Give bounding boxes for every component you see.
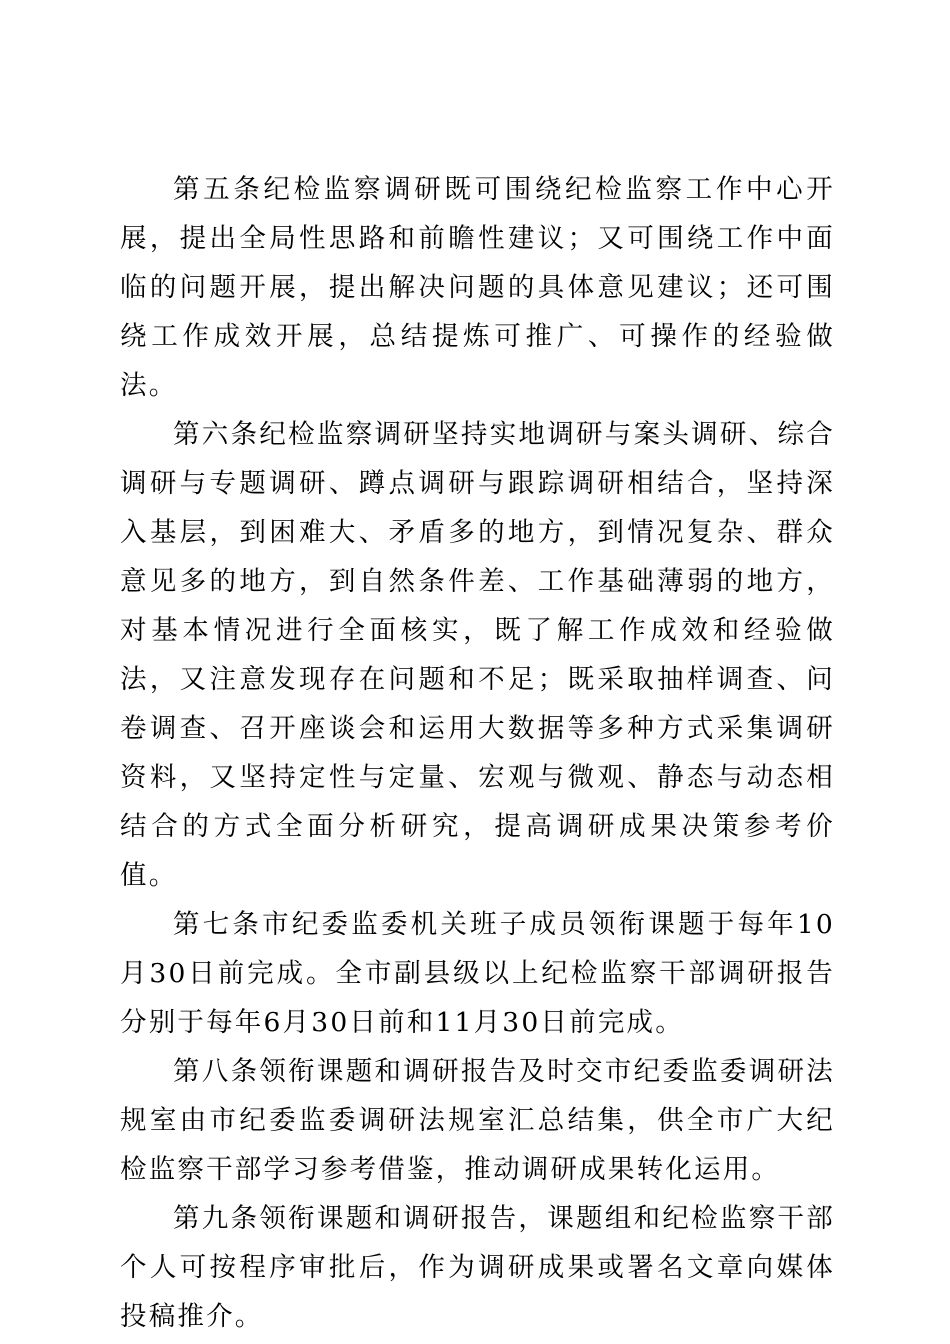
- article-5-paragraph: 第五条纪检监察调研既可围绕纪检监察工作中心开展，提出全局性思路和前瞻性建议；又可围绕工作中面临的问题开展，提出解决问题的具体意见建议；还可围绕工作成效开展，总结提炼可推广、可操作的经验做法。: [120, 174, 835, 401]
- article-8-paragraph: 第八条领衔课题和调研报告及时交市纪委监委调研法规室由市纪委监委调研法规室汇总结集，供全市广大纪检监察干部学习参考借鉴，推动调研成果转化运用。: [120, 1056, 835, 1185]
- article-9-paragraph: 第九条领衔课题和调研报告，课题组和纪检监察干部个人可按程序审批后，作为调研成果或署名文章向媒体投稿推介。: [120, 1203, 835, 1332]
- document-body: [120, 165, 835, 1341]
- article-6-paragraph: 第六条纪检监察调研坚持实地调研与案头调研、综合调研与专题调研、蹲点调研与跟踪调研相结合，坚持深入基层，到困难大、矛盾多的地方，到情况复杂、群众意见多的地方，到自然条件差、工作基础薄弱的地方，对基本情况进行全面核实，既了解工作成效和经验做法，又注意发现存在问题和不足；既采取抽样调查、问卷调查、召开座谈会和运用大数据等多种方式采集调研资料，又坚持定性与定量、宏观与微观、静态与动态相结合的方式全面分析研究，提高调研成果决策参考价值。: [120, 419, 835, 891]
- article-7-paragraph: 第七条市纪委监委机关班子成员领衔课题于每年10月30日前完成。全市副县级以上纪检监察干部调研报告分别于每年6月30日前和11月30日前完成。: [120, 909, 835, 1038]
